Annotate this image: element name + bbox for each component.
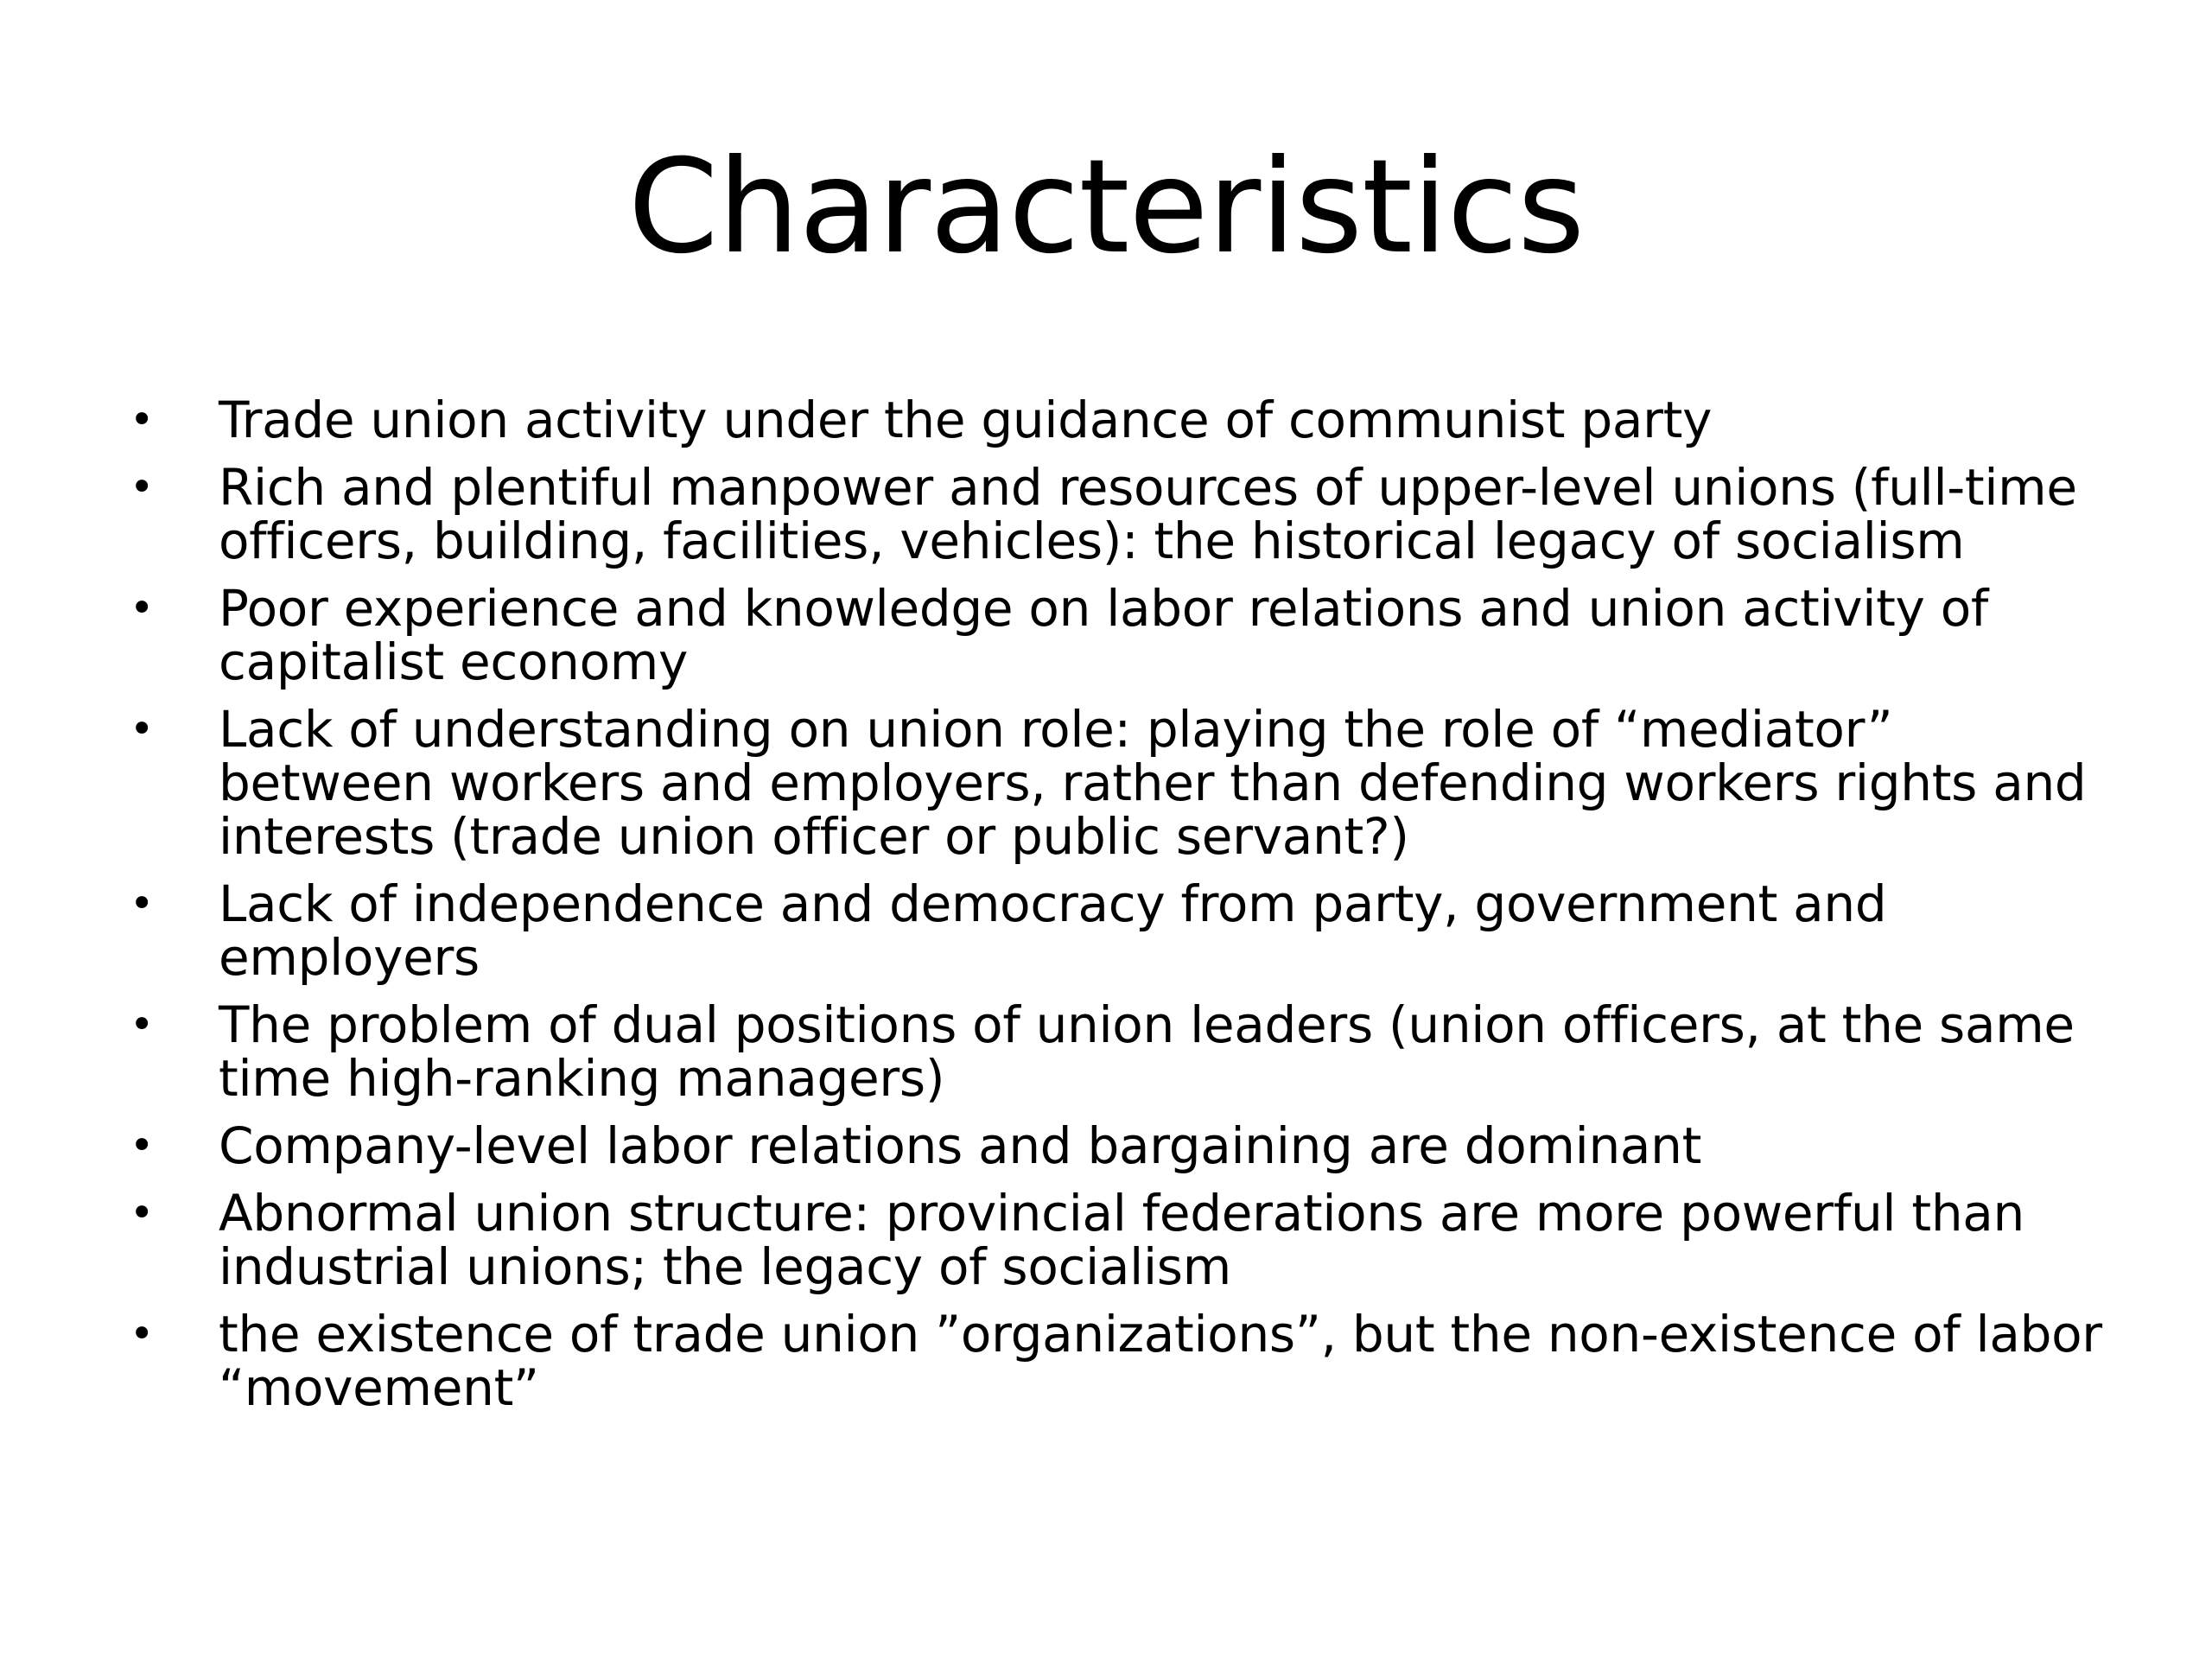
bullet-text: Lack of independence and democracy from party, government and employers	[219, 874, 1887, 987]
bullet-dot-icon: •	[130, 1001, 155, 1049]
bullet-text: the existence of trade union ”organizations”, but the non-existence of labor “movement”	[219, 1305, 2102, 1417]
bullet-dot-icon: •	[130, 705, 155, 753]
bullet-text: Trade union activity under the guidance of communist party	[219, 391, 1713, 449]
bullet-dot-icon: •	[130, 1310, 155, 1358]
bullet-item	[130, 458, 2108, 570]
bullet-text: The problem of dual positions of union leaders (union officers, at the same time high-ranking managers)	[219, 995, 2075, 1108]
bullet-dot-icon: •	[130, 1122, 155, 1170]
bullet-item	[130, 1116, 2108, 1175]
bullet-dot-icon: •	[130, 880, 155, 928]
bullet-item	[130, 700, 2108, 866]
bullet-text: Lack of understanding on union role: playing the role of “mediator” between workers and employers, rather than defending workers rights and interests (trade union officer or public servant?)	[219, 700, 2087, 866]
bullet-item	[130, 393, 2108, 447]
bullet-dot-icon: •	[130, 396, 155, 444]
bullet-dot-icon: •	[130, 1189, 155, 1237]
bullet-item	[130, 1305, 2108, 1417]
bullet-text: Abnormal union structure: provincial federations are more powerful than industrial unions; the legacy of socialism	[219, 1184, 2024, 1296]
bullet-text: Poor experience and knowledge on labor relations and union activity of capitalist economy	[219, 579, 1989, 691]
bullet-text: Rich and plentiful manpower and resources of upper-level unions (full-time officers, building, facilities, vehicles): the historical legacy of socialism	[219, 458, 2077, 570]
bullet-text: Company-level labor relations and bargaining are dominant	[219, 1116, 1702, 1175]
bullet-list	[130, 393, 2108, 1428]
bullet-dot-icon: •	[130, 584, 155, 632]
slide-title: Characteristics	[627, 132, 1585, 283]
bullet-item	[130, 995, 2108, 1108]
bullet-dot-icon: •	[130, 463, 155, 512]
bullet-item	[130, 579, 2108, 691]
bullet-item	[130, 1186, 2108, 1294]
bullet-item	[130, 874, 2108, 987]
